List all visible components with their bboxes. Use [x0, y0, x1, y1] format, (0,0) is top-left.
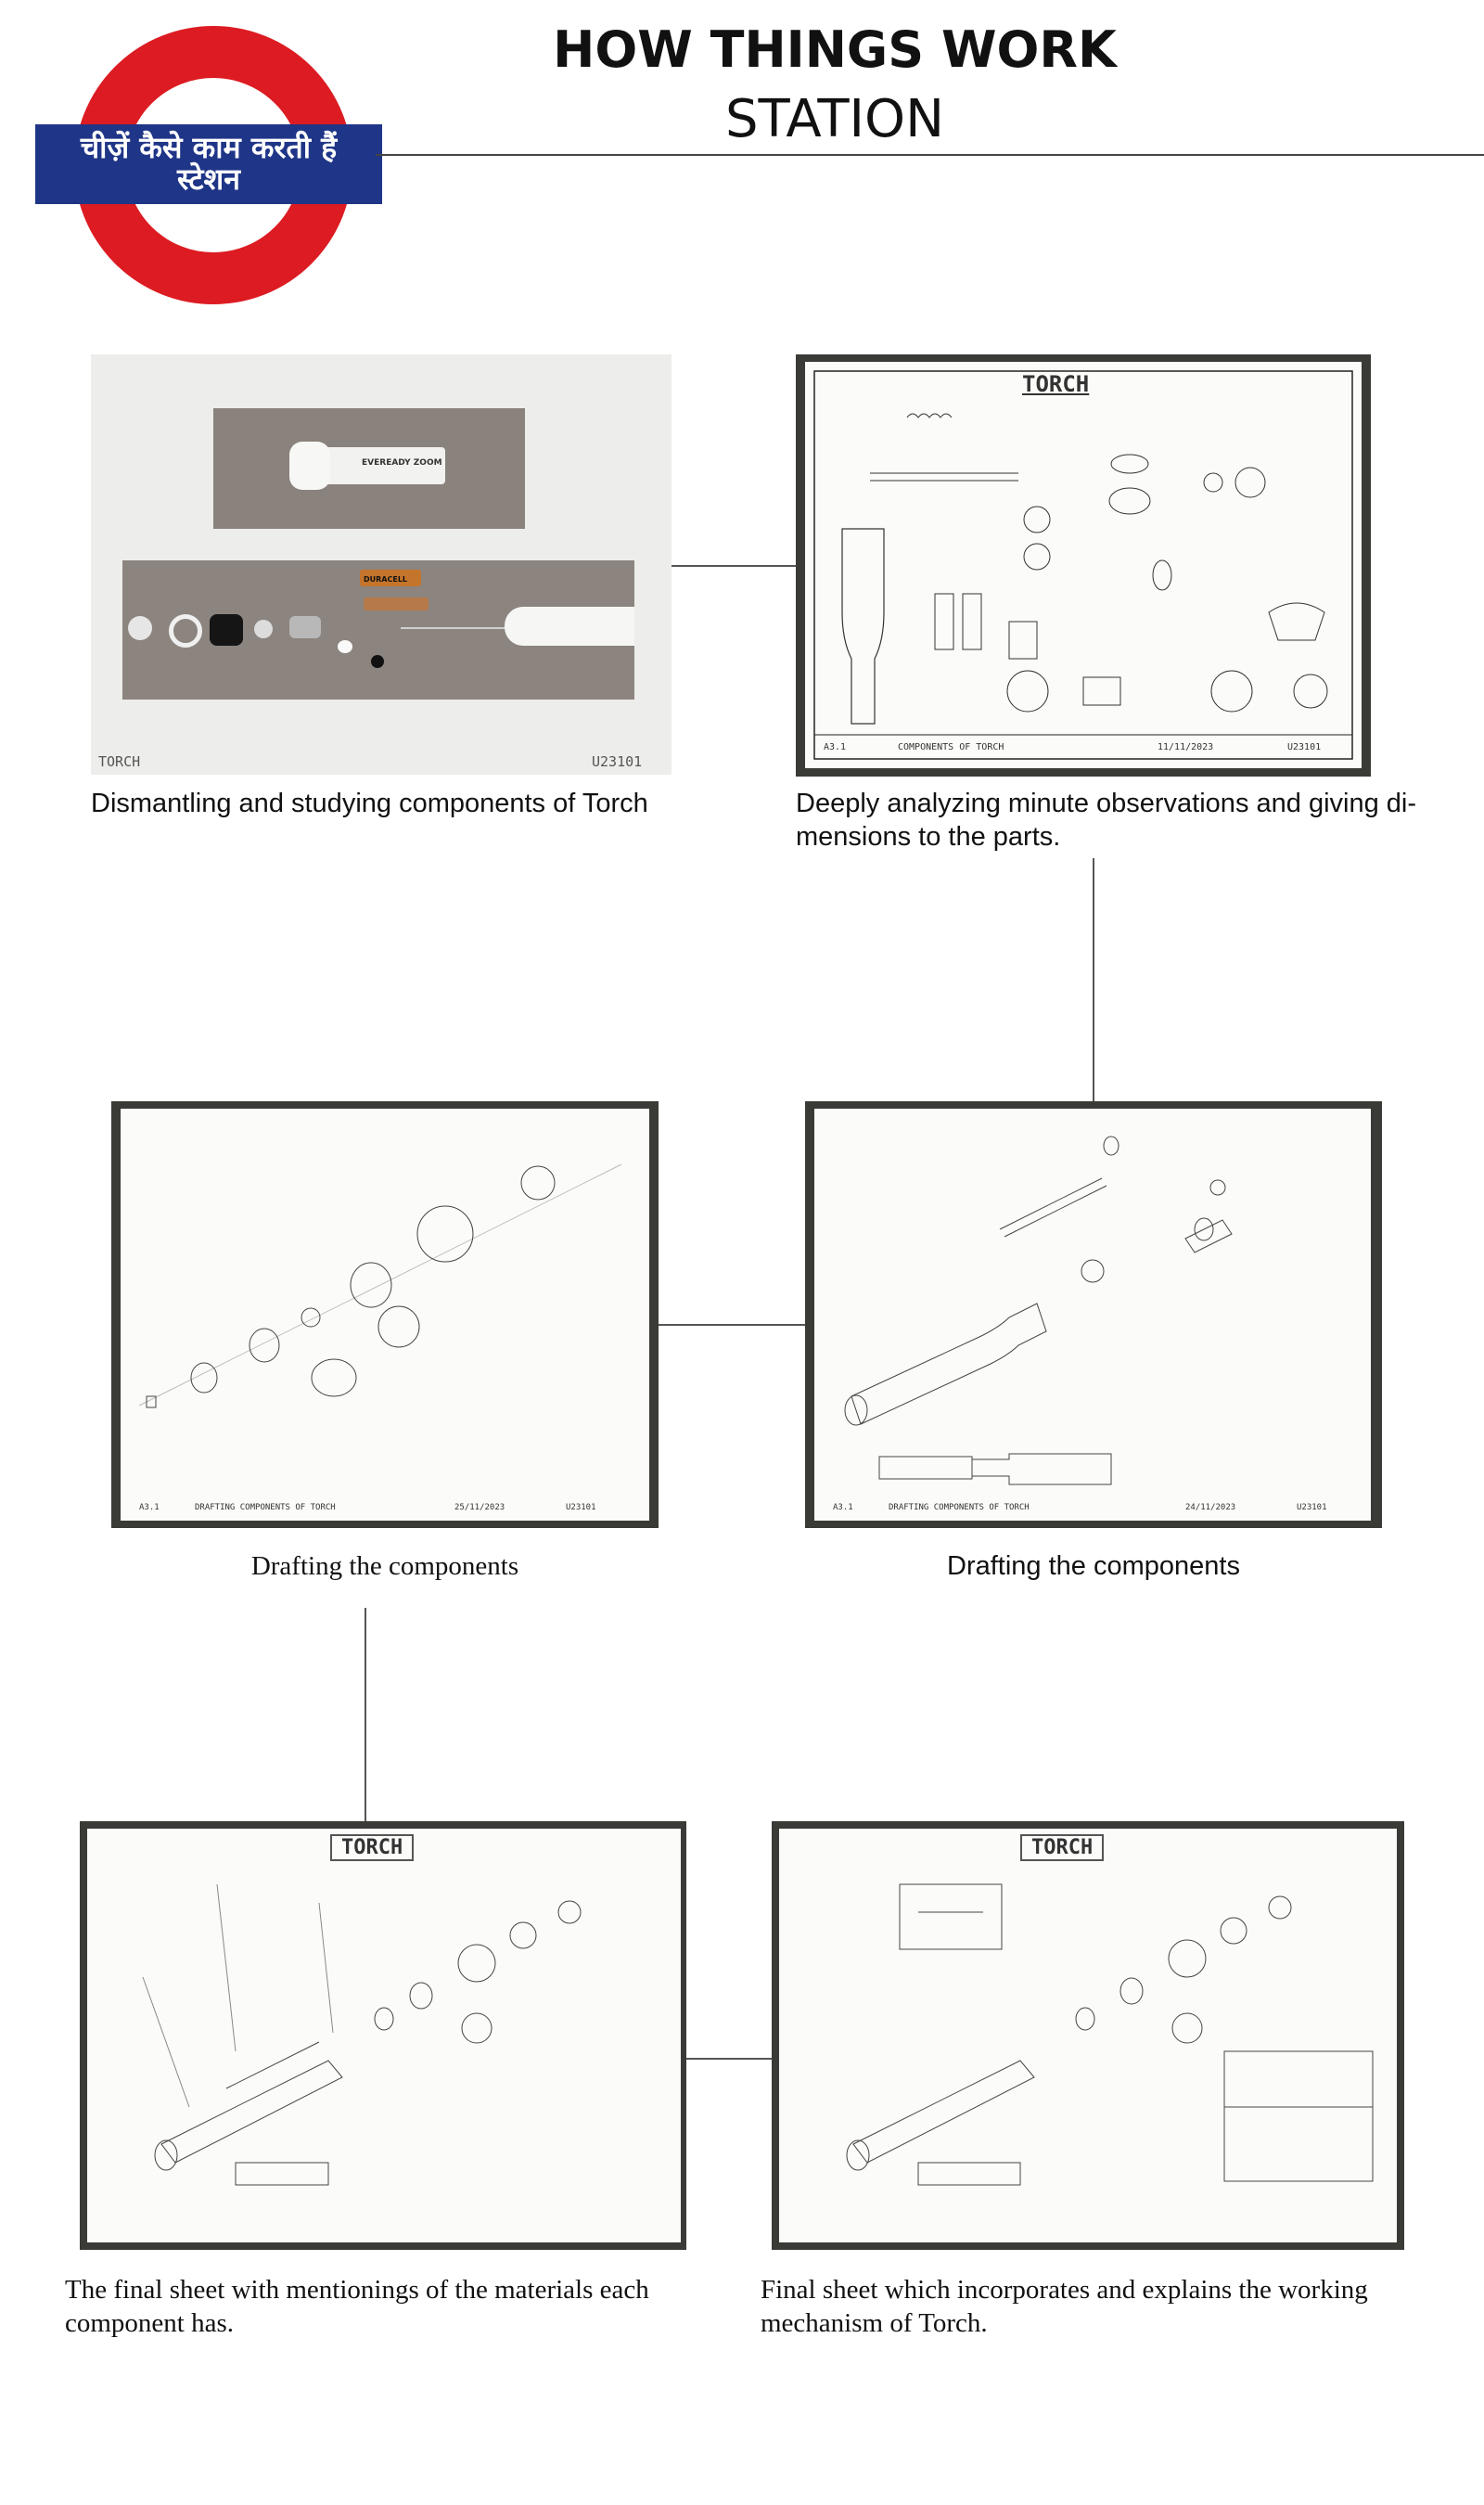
connector-line — [686, 2058, 772, 2060]
sheet3-footer-date: 25/11/2023 — [454, 1503, 505, 1512]
sheet2-title: TORCH — [1022, 371, 1090, 397]
caption-panel-1: Dismantling and studying components of Torch — [91, 789, 648, 818]
final-paper-1 — [87, 1829, 681, 2242]
drafting-paper-1 — [121, 1109, 649, 1521]
sheet4-footer-title: DRAFTING COMPONENTS OF TORCH — [889, 1503, 1030, 1512]
logo-bar — [35, 124, 382, 204]
photo-assembled-torch — [213, 408, 525, 529]
photo-drafting-sheet-1 — [111, 1101, 659, 1528]
caption-panel-6: Final sheet which incorporates and explains the working mechanism of Torch. — [761, 2275, 1368, 2338]
battery-brand-label: DURACELL — [364, 575, 408, 584]
sheet4-footer-code: U23101 — [1297, 1503, 1327, 1512]
component-outer-body — [505, 607, 634, 646]
page-subtitle: STATION — [724, 89, 945, 149]
photo-final-materials-sheet — [80, 1821, 686, 2250]
sheet2-footer-code: U23101 — [1287, 742, 1322, 752]
final-drawing-1 — [87, 1829, 681, 2242]
caption-panel-5: The final sheet with mentionings of the materials each component has. — [65, 2275, 649, 2338]
caption-panel-3: Drafting the components — [250, 1551, 519, 1581]
sheet5-title: TORCH — [330, 1834, 414, 1861]
sheet4-footer-date: 24/11/2023 — [1185, 1503, 1236, 1512]
photo-components-sheet — [796, 354, 1371, 777]
sheet2-footer-title: COMPONENTS OF TORCH — [898, 742, 1004, 752]
sheet6-title: TORCH — [1020, 1834, 1104, 1861]
drafting-drawing-1 — [121, 1109, 649, 1521]
connector-line — [652, 1324, 805, 1326]
photo-final-mechanism-sheet — [772, 1821, 1404, 2250]
photo-drafting-sheet-2 — [805, 1101, 1382, 1528]
logo-text-line1: चीज़ें कैसे काम करती हैं — [80, 130, 338, 166]
component-bulb-holder — [289, 616, 321, 638]
sheet2-footer-left: A3.1 — [824, 742, 847, 752]
connector-line — [668, 565, 796, 567]
drawing-sheet — [805, 362, 1362, 768]
sheet3-footer-left: A3.1 — [139, 1503, 160, 1512]
component-reflector — [254, 620, 273, 638]
torch-brand-label: EVEREADY ZOOM — [362, 458, 442, 468]
sheet3-footer-title: DRAFTING COMPONENTS OF TORCH — [195, 1503, 336, 1512]
final-drawing-2 — [779, 1829, 1397, 2242]
page-title: HOW THINGS WORK — [553, 20, 1117, 79]
torch-head-shape — [289, 442, 330, 490]
logo-text-line2: स्टेशन — [176, 161, 241, 197]
caption-panel-2: Deeply analyzing minute observations and giving di-mensions to the parts. — [796, 789, 1416, 852]
component-cap — [210, 614, 243, 646]
caption-panel-4: Drafting the components — [947, 1551, 1240, 1581]
component-battery — [360, 570, 421, 586]
sheet-label-left: TORCH — [98, 753, 141, 770]
final-paper-2 — [779, 1829, 1397, 2242]
component-lens — [128, 616, 152, 640]
component-ring — [169, 614, 202, 648]
component-battery-2 — [364, 597, 429, 610]
sheet4-footer-left: A3.1 — [833, 1503, 853, 1512]
components-drawing — [805, 362, 1362, 768]
component-switch — [371, 655, 384, 668]
drafting-drawing-2 — [814, 1109, 1371, 1521]
sheet2-footer-date: 11/11/2023 — [1158, 742, 1214, 752]
component-strip — [401, 627, 512, 629]
sheet3-footer-code: U23101 — [566, 1503, 596, 1512]
sheet-label-right: U23101 — [592, 753, 643, 770]
photo-dismantled-torch — [91, 354, 672, 775]
component-spring — [338, 640, 352, 653]
connector-line — [1093, 858, 1094, 1101]
header-divider — [376, 154, 1484, 156]
connector-line — [365, 1608, 366, 1823]
drafting-paper-2 — [814, 1109, 1371, 1521]
photo-components-spread — [122, 560, 634, 700]
